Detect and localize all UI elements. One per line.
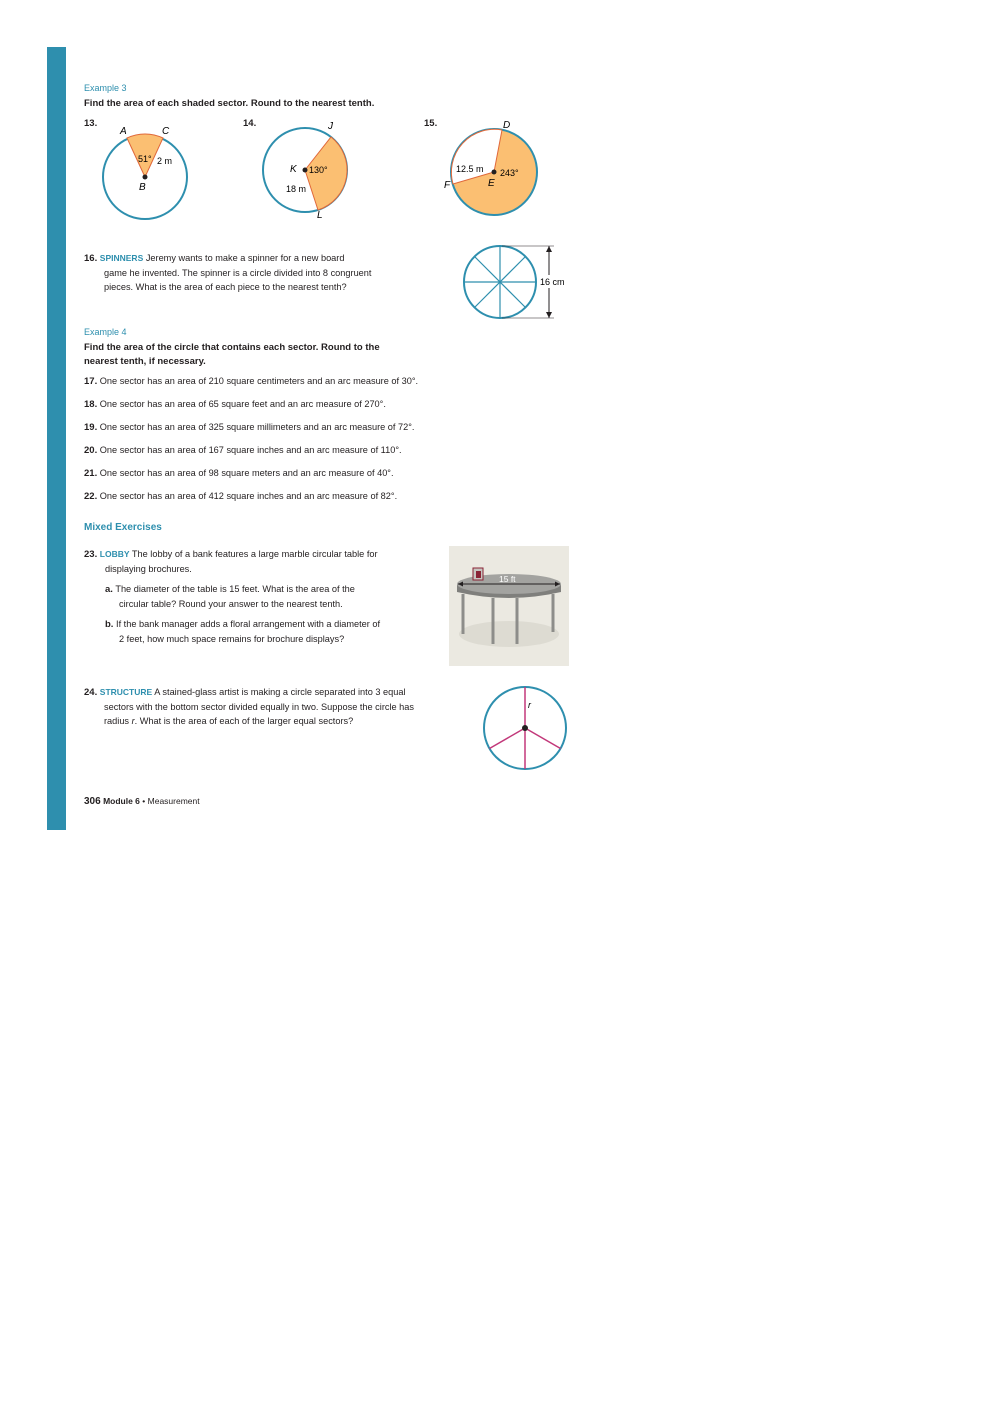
exercise-13-figure	[95, 120, 200, 230]
exercise-24-line2: sectors with the bottom sector divided equally in two. Suppose the circle has	[104, 702, 414, 712]
exercise-number: 18.	[84, 399, 98, 410]
fig14-center-point	[303, 168, 308, 173]
exercise-number: 17.	[84, 376, 98, 387]
fig13-angle: 51°	[138, 154, 152, 164]
mixed-exercises-title: Mixed Exercises	[84, 522, 162, 533]
exercise-16-number: 16.	[84, 253, 98, 264]
fig15-angle: 243°	[500, 168, 519, 178]
fig15-label-e: E	[488, 178, 495, 189]
table-floor-shadow	[459, 621, 559, 647]
exercise-24	[84, 685, 484, 728]
exercise-number: 20.	[84, 445, 98, 456]
exercise-text: One sector has an area of 167 square inches and an arc measure of 110°.	[99, 445, 402, 455]
table-diameter-label: 15 ft	[499, 574, 516, 584]
fig14-label-k: K	[290, 164, 297, 175]
brochure	[476, 571, 481, 578]
exercise-23b-label: b.	[105, 619, 114, 630]
spinner-dividers	[464, 246, 536, 318]
fig14-length: 18 m	[286, 184, 307, 194]
stained-glass-radius-label: r	[528, 700, 531, 710]
exercise-16-keyword: SPINNERS	[99, 253, 144, 263]
exercise-23a-line2: circular table? Round your answer to the nearest tenth.	[119, 599, 343, 609]
fig15-label-f: F	[444, 180, 451, 191]
exercise-24-line1: A stained-glass artist is making a circle separated into 3 equal	[154, 687, 406, 697]
exercise-16-line2: game he invented. The spinner is a circle divided into 8 congruent	[104, 268, 372, 278]
exercise-text: One sector has an area of 98 square meters and an arc measure of 40°.	[99, 468, 394, 478]
exercise-text: One sector has an area of 412 square inches and an arc measure of 82°.	[99, 491, 398, 501]
fig13-center-point	[143, 175, 148, 180]
exercise-23-line2: displaying brochures.	[105, 564, 192, 574]
exercise-24-line3-prefix: radius	[104, 716, 132, 726]
footer-module: Module 6	[103, 796, 140, 806]
exercise-23a-label: a.	[105, 584, 113, 595]
exercise-15-figure	[440, 114, 545, 224]
exercise-21	[84, 468, 394, 479]
exercise-16-line1: Jeremy wants to make a spinner for a new board	[145, 253, 345, 263]
exercise-18	[84, 399, 386, 410]
exercise-24-number: 24.	[84, 687, 98, 698]
spinner-arrow-top	[546, 246, 552, 252]
example-4-instructions	[84, 341, 380, 369]
fig15-center-point	[492, 170, 497, 175]
exercise-23-line1: The lobby of a bank features a large marble circular table for	[131, 549, 378, 559]
exercise-19	[84, 422, 414, 433]
exercise-13-number: 13.	[84, 118, 98, 129]
exercise-22	[84, 491, 397, 502]
exercise-23-number: 23.	[84, 549, 98, 560]
exercise-14-figure	[258, 118, 358, 223]
fig13-label-c: C	[162, 126, 170, 137]
exercise-24-stained-glass-figure	[480, 684, 572, 774]
exercise-23b-line1: If the bank manager adds a floral arrangement with a diameter of	[116, 619, 381, 629]
spinner-diameter-label: 16 cm	[540, 277, 565, 287]
exercise-17	[84, 376, 418, 387]
exercise-15-number: 15.	[424, 118, 438, 129]
exercise-23a-line1: The diameter of the table is 15 feet. What is the area of the	[115, 584, 355, 594]
spinner-arrow-bottom	[546, 312, 552, 318]
exercise-20	[84, 445, 402, 456]
exercise-text: One sector has an area of 325 square millimeters and an arc measure of 72°.	[99, 422, 415, 432]
exercise-number: 19.	[84, 422, 98, 433]
exercise-23-keyword: LOBBY	[99, 549, 130, 559]
exercise-number: 22.	[84, 491, 98, 502]
fig13-label-a: A	[120, 126, 127, 137]
exercise-23	[84, 547, 444, 646]
fig15-label-d: D	[503, 120, 511, 131]
exercise-24-keyword: STRUCTURE	[99, 687, 153, 697]
fig13-radius: 2 m	[157, 156, 173, 166]
fig14-label-l: L	[317, 210, 323, 221]
fig15-radius: 12.5 m	[456, 164, 484, 174]
example-3-instructions: Find the area of each shaded sector. Round to the nearest tenth.	[84, 98, 375, 109]
page-footer	[84, 796, 200, 807]
chapter-side-bar	[47, 47, 66, 830]
footer-topic: Measurement	[147, 796, 200, 806]
exercise-text: One sector has an area of 65 square feet and an arc measure of 270°.	[99, 399, 386, 409]
exercise-text: One sector has an area of 210 square centimeters and an arc measure of 30°.	[99, 376, 419, 386]
table-photo-background	[449, 546, 569, 666]
fig14-label-j: J	[328, 121, 333, 132]
example-4-instructions-line2: nearest tenth, if necessary.	[84, 356, 206, 367]
exercise-14-number: 14.	[243, 118, 257, 129]
example-4-instructions-line1: Find the area of the circle that contains each sector. Round to the	[84, 342, 380, 353]
stained-glass-center	[522, 725, 528, 731]
exercise-16	[84, 251, 454, 294]
exercise-number: 21.	[84, 468, 98, 479]
exercise-24-line3-suffix: . What is the area of each of the larger equal sectors?	[134, 716, 354, 726]
footer-bullet: •	[142, 796, 146, 806]
page-number: 306	[84, 796, 101, 807]
fig13-label-b: B	[139, 182, 146, 193]
exercise-23b-line2: 2 feet, how much space remains for brochure displays?	[119, 634, 345, 644]
exercise-16-spinner-figure	[462, 242, 572, 326]
exercise-16-line3: pieces. What is the area of each piece to the nearest tenth?	[104, 282, 347, 292]
exercise-24-line3-var: r	[131, 716, 135, 726]
example-4-heading: Example 4	[84, 327, 127, 337]
fig14-angle: 130°	[309, 165, 328, 175]
example-3-heading: Example 3	[84, 83, 127, 93]
exercise-23-table-photo	[449, 546, 569, 666]
